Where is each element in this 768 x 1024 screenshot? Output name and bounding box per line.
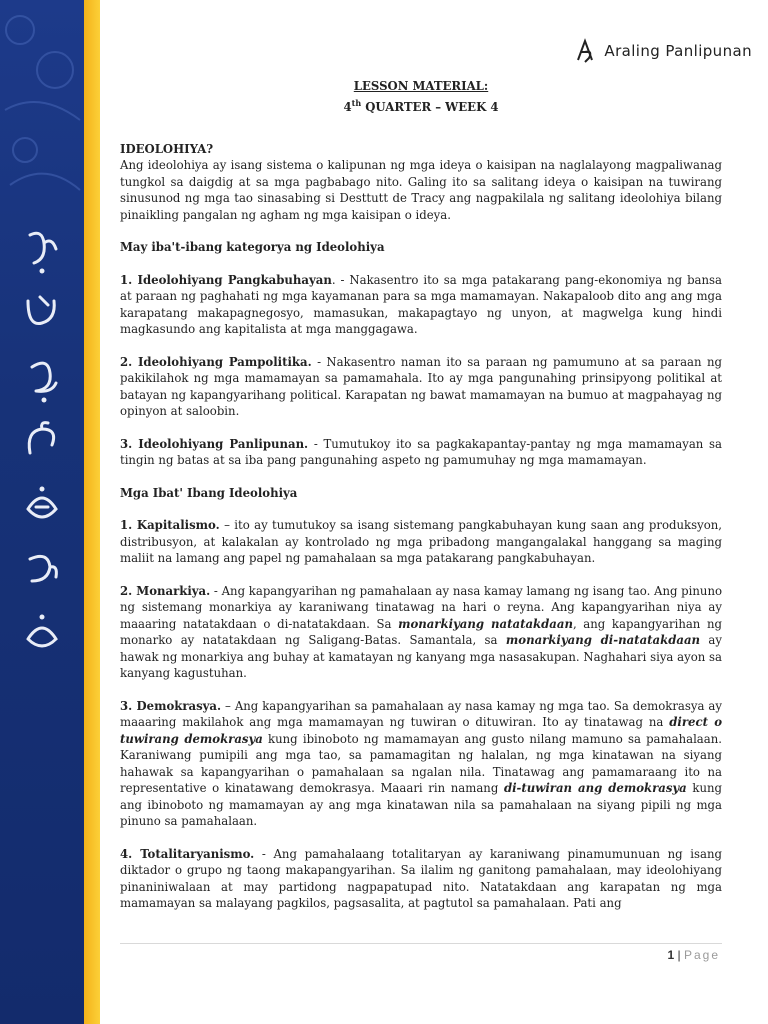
baybayin-glyph-icon [22, 225, 62, 277]
baybayin-glyph-icon [22, 417, 62, 469]
baybayin-glyph-icon [22, 481, 62, 533]
baybayin-glyph-icon [22, 289, 62, 341]
decorative-sidebar [0, 0, 84, 1024]
baybayin-glyphs [22, 225, 72, 673]
page-label: Page [683, 948, 720, 962]
page-footer: 1 | Page [667, 948, 720, 962]
baybayin-glyph-icon [22, 353, 62, 405]
section-heading: Mga Ibat' Ibang Ideolohiya [120, 485, 298, 500]
brand-header [574, 38, 752, 64]
section-heading: May iba't-ibang kategorya ng Ideolohiya [120, 240, 385, 255]
ideology-item: 2. Monarkiya. - Ang kapangyarihan ng pamahalaan ay nasa kamay lamang ng isang tao. Ang pinuno ng sistemang monarkiya ay karaniwang tinatawag na hari o reyna. Ang kapangyarihan niya ay maaaring natatakdaan o di-natatakdaan. Sa monarkiyang natatakdaan, ang kapangyarihan ng monarko ay natatakdaan ng Saligang-Batas. Samantala, sa monarkiyang di-natatakdaan ay hawak ng monarkiya ang buhay at kamatayan ng kanyang mga nasasakupan. Naghahari siya ayon sa kanyang kagustuhan. [120, 583, 723, 681]
document-body [120, 78, 722, 912]
category-item: 1. Ideolohiyang Pangkabuhayan. - Nakasentro ito sa mga patakarang pang-ekonomiya ng bansa at paraan ng paghahati ng mga kayamanan para sa mga mamamayan. Nakapaloob dito ang ang mga karapatang makapagnegosyo, mamasukan, makapagtayo ng unyon, at magwelga kung hindi magkasundo ang kapitalista at mga manggagawa. [120, 272, 723, 337]
ideology-item: 1. Kapitalismo. – ito ay tumutukoy sa isang sistemang pangkabuhayan kung saan ang produksyon, distribusyon, at kalakalan ay kontrolado ng mga pribadong mangangalakal hanggang sa maging maliit na lamang ang papel ng pamahalaan sa mga patakarang pangkabuhayan. [120, 518, 722, 566]
paragraph: Ang ideolohiya ay isang sistema o kalipunan ng mga ideya o kaisipan na naglalayong magpaliwanag tungkol sa daigdig at sa mga pagbabago nito. Galing ito sa salitang ideya o kaisipan na tuwirang sinusunod ng mga tao sinasabing si Desttutt de Tracy ang nagpakilala ng salitang ideolohiya bilang pinaikling pangalan ng agham ng mga kaisipan o ideya. [120, 158, 722, 222]
quarter-week-title: 4th QUARTER – WEEK 4 [343, 97, 499, 114]
brand-logo-icon [574, 38, 596, 64]
lesson-title: LESSON MATERIAL: [353, 79, 489, 93]
baybayin-glyph-icon [22, 609, 62, 661]
brand-name: Araling Panlipunan [604, 42, 752, 60]
category-item: 3. Ideolohiyang Panlipunan. - Tumutukoy ito sa pagkakapantay-pantay ng mga mamamayan sa tingin ng batas at sa iba pang pangunahing aspeto ng pamumuhay ng mga mamamayan. [120, 436, 722, 468]
page-number: 1 [667, 948, 675, 962]
category-item: 2. Ideolohiyang Pampolitika. - Nakasentro naman ito sa paraan ng pamumuno at sa paraan ng pakikilahok ng mga mamamayan sa pamamahala. Ito ay mga pangunahing prinsipyong politikal at batayan ng kapangyarihang political. Karapatan ng bawat mamamayan na bumuo at magpahayag ng opinyon at saloobin. [120, 354, 722, 419]
tribal-pattern-decoration [0, 0, 84, 200]
section-heading: IDEOLOHIYA? [120, 141, 214, 156]
yellow-accent-stripe [84, 0, 100, 1024]
baybayin-glyph-icon [22, 545, 62, 597]
ideology-item: 4. Totalitaryanismo. - Ang pamahalaang totalitaryan ay karaniwang pinamumunuan ng isang diktador o grupo ng taong makapangyarihan. Sa ilalim ng ganitong pamahalaan, may ideolohiyang pinaniniwalaan at may partidong nagpapatupad nito. Natatakdaan ang karapatan ng mga mamamayan sa malayang pagkilos, pagsasalita, at pagtutol sa pamahalaan. Pati ang [120, 846, 722, 911]
ideology-item: 3. Demokrasya. – Ang kapangyarihan sa pamahalaan ay nasa kamay ng mga tao. Sa demokrasya ay maaaring makilahok ang mga mamamayan ng tuwiran o dituwiran. Ito ay tinatawag na direct o tuwirang demokrasya kung ibinoboto ng mamamayan ang gusto nilang mamuno sa pamahalaan. Karaniwang pumipili ang mga tao, sa pamamagitan ng halalan, ng mga kinatawan na siyang hahawak sa kapangyarihan o pamahalaan sa ngalan nila. Tinatawag ang pamamaraang ito na representative o kinatawang demokrasya. Maaari rin namang di-tuwiran ang demokrasya kung ang ibinoboto ng mamamayan ay ang mga kinatawan nila sa pamahalaan na siyang pipili ng mga pinuno sa pamahalaan. [120, 698, 723, 829]
footer-divider [120, 943, 722, 944]
